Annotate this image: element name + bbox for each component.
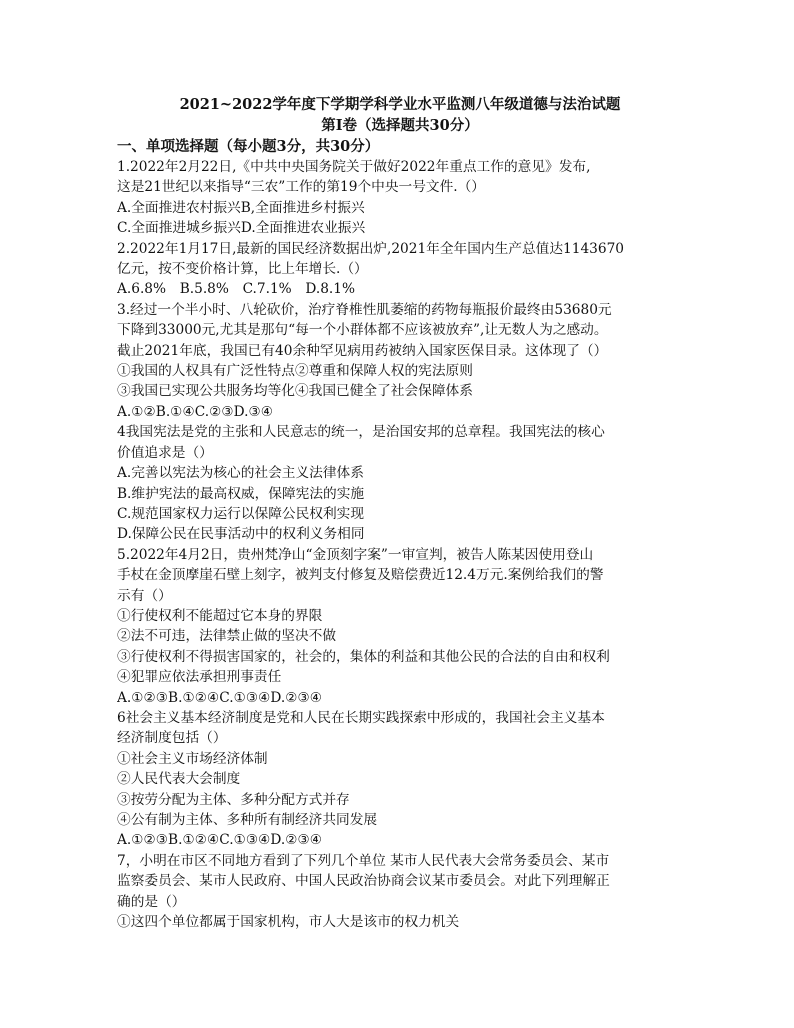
exam-subtitle: 第Ⅰ卷（选择题共30分）: [321, 117, 479, 134]
text-line: ②法不可违，法律禁止做的坚决不做: [117, 628, 337, 645]
text-line: 2.2022年1月17日,最新的国民经济数据出炉,2021年全年国内生产总值达1143670: [117, 240, 625, 257]
text-line: 价值追求是（）: [117, 444, 213, 461]
text-line: 4我国宪法是党的主张和人民意志的统一，是治国安邦的总章程。我国宪法的核心: [117, 424, 605, 441]
text-line: A.①②③B.①②④C.①③④D.②③④: [117, 689, 323, 706]
question-body: [117, 157, 683, 932]
text-line: 截止2021年底，我国已有40余种罕见病用药被纳入国家医保目录。这体现了（）: [117, 342, 608, 359]
text-line: A.①②③B.①②④C.①③④D.②③④: [117, 832, 323, 849]
text-line: ①我国的人权具有广泛性特点②尊重和保障人权的宪法原则: [117, 363, 473, 380]
text-line: C.全面推进城乡振兴D.全面推进农业振兴: [117, 220, 366, 237]
text-line: A.①②B.①④C.②③D.③④: [117, 403, 273, 420]
text-line: 下降到33000元,尤其是那句“每一个小群体都不应该被放弃”,让无数人为之感动。: [117, 322, 608, 339]
text-line: ①行使权利不能超过它本身的界限: [117, 607, 323, 624]
text-line: 示有（）: [117, 587, 172, 604]
text-line: 经济制度包括（）: [117, 730, 227, 747]
exam-title: 2021~2022学年度下学期学科学业水平监测八年级道德与法治试题: [179, 96, 621, 113]
text-line: 3.经过一个半小时、八轮砍价，治疗脊椎性肌萎缩的药物每瓶报价最终由53680元: [117, 301, 612, 318]
section-heading: 一、单项选择题（每小题3分，共30分）: [117, 138, 380, 155]
text-line: D.保障公民在民事活动中的权利义务相同: [117, 526, 365, 543]
text-line: ①这四个单位都属于国家机构，市人大是该市的权力机关: [117, 914, 460, 931]
text-line: ④公有制为主体、多种所有制经济共同发展: [117, 812, 378, 828]
text-line: 5.2022年4月2日，贵州梵净山“金顶刻字案”一审宣判，被告人陈某因使用登山: [117, 546, 594, 563]
text-line: 确的是（）: [117, 893, 186, 910]
exam-document: [117, 94, 683, 932]
text-line: ③我国已实现公共服务均等化④我国已健全了社会保障体系: [117, 383, 473, 400]
text-line: 亿元，按不变价格计算，比上年增长.（）: [117, 261, 368, 278]
text-line: 6社会主义基本经济制度是党和人民在长期实践探索中形成的，我国社会主义基本: [117, 709, 605, 726]
text-line: ③行使权利不得损害国家的，社会的，集体的利益和其他公民的合法的自由和权利: [117, 648, 610, 665]
text-line: A.全面推进农村振兴B,全面推进乡村振兴: [117, 199, 365, 216]
text-line: 7，小明在市区不同地方看到了下列几个单位 某市人民代表大会常务委员会、某市: [117, 852, 610, 869]
text-line: 手杖在金顶摩崖石壁上刻字，被判支付修复及赔偿费近12.4万元.案例给我们的警: [117, 567, 604, 584]
text-line: ③按劳分配为主体、多种分配方式并存: [117, 791, 350, 808]
text-line: 1.2022年2月22日,《中共中央国务院关于做好2022年重点工作的意见》发布,: [117, 159, 591, 175]
text-line: ②人民代表大会制度: [117, 771, 241, 788]
text-line: A.完善以宪法为核心的社会主义法律体系: [117, 465, 364, 482]
text-line: B.维护宪法的最高权威，保障宪法的实施: [117, 485, 365, 502]
text-line: C.规范国家权力运行以保障公民权利实现: [117, 505, 365, 522]
text-line: ①社会主义市场经济体制: [117, 750, 268, 767]
text-line: A.6.8% B.5.8% C.7.1% D.8.1%: [117, 281, 355, 298]
text-line: 监察委员会、某市人民政府、中国人民政治协商会议某市委员会。对此下列理解正: [117, 873, 610, 890]
text-line: ④犯罪应依法承担刑事责任: [117, 669, 282, 686]
text-line: 这是21世纪以来指导“三农”工作的第19个中央一号文件.（）: [117, 179, 485, 196]
